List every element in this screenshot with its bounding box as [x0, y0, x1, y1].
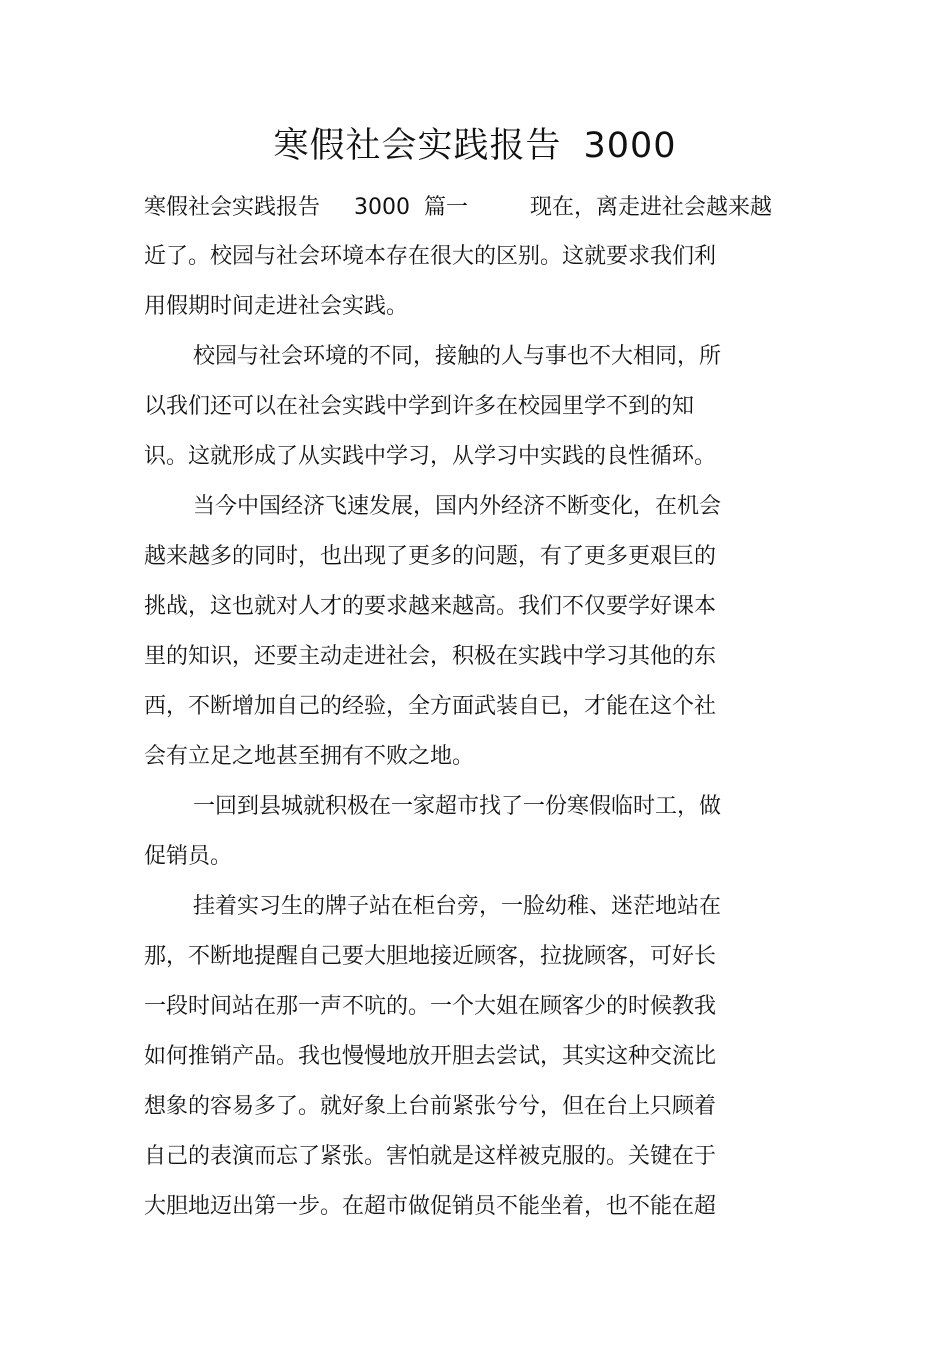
document-title [0, 121, 950, 171]
text-line: 那，不断地提醒自己要大胆地接近顾客，拉拢顾客，可好长 [144, 944, 717, 969]
text-line: 想象的容易多了。就好象上台前紧张兮兮，但在台上只顾着 [144, 1094, 717, 1119]
paragraph-start: 挂着实习生的牌子站在柜台旁，一脸幼稚、迷茫地站在 [193, 894, 722, 919]
text-line: 近了。校园与社会环境本存在很大的区别。这就要求我们利 [144, 244, 717, 269]
text-line: 西，不断增加自己的经验，全方面武装自已，才能在这个社 [144, 694, 717, 719]
title-text: 寒假社会实践报告 [273, 126, 562, 166]
text-line: 里的知识，还要主动走进社会，积极在实践中学习其他的东 [144, 644, 717, 669]
first-line [144, 193, 772, 223]
title-number: 3000 [583, 126, 677, 166]
text-line: 会有立足之地甚至拥有不败之地。 [144, 744, 475, 769]
inline-number: 3000 [354, 195, 411, 220]
text-line: 促销员。 [144, 844, 233, 869]
text-line: 用假期时间走进社会实践。 [144, 294, 409, 319]
text-line: 自己的表演而忘了紧张。害怕就是这样被克服的。关键在于 [144, 1144, 717, 1169]
text-line: 越来越多的同时，也出现了更多的问题，有了更多更艰巨的 [144, 544, 717, 569]
lead-text: 现在，离走进社会越来越 [530, 195, 773, 220]
section-label: 篇一 [424, 195, 469, 220]
text-line: 识。这就形成了从实践中学习，从学习中实践的良性循环。 [144, 444, 717, 469]
text-line: 大胆地迈出第一步。在超市做促销员不能坐着，也不能在超 [144, 1194, 717, 1219]
paragraph-start: 当今中国经济飞速发展，国内外经济不断变化，在机会 [193, 494, 722, 519]
text-line: 一段时间站在那一声不吭的。一个大姐在顾客少的时候教我 [144, 994, 717, 1019]
text-line: 挑战，这也就对人才的要求越来越高。我们不仅要学好课本 [144, 594, 717, 619]
text-line: 以我们还可以在社会实践中学到许多在校园里学不到的知 [144, 394, 695, 419]
paragraph-start: 校园与社会环境的不同，接触的人与事也不大相同，所 [193, 344, 722, 369]
inline-heading: 寒假社会实践报告 [144, 195, 321, 220]
paragraph-start: 一回到县城就积极在一家超市找了一份寒假临时工，做 [193, 794, 722, 819]
text-line: 如何推销产品。我也慢慢地放开胆去尝试，其实这种交流比 [144, 1044, 717, 1069]
